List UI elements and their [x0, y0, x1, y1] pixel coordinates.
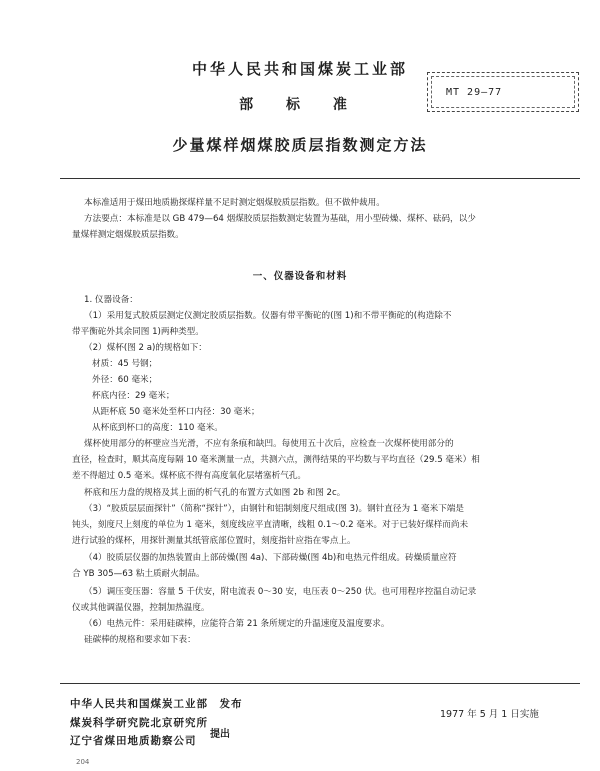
- p1-line-1: （1）采用复式胶质层测定仪测定胶质层指数。仪器有带平衡砣的(图 1)和不带平衡砣的(构造除不: [84, 311, 452, 321]
- drafter-2: 辽宁省煤田地质勘察公司: [70, 735, 197, 747]
- p3-line-3: 进行试验的煤杯，用探针测量其纸管底部位置时，刻度指针应指在零点上。: [72, 536, 356, 546]
- spec-cup-inner: 从距杯底 50 毫米处至杯口内径：30 毫米；: [92, 407, 260, 417]
- effective-date: 1977 年 5 月 1 日实施: [440, 709, 539, 720]
- section-heading: 一、仪器设备和材料: [252, 271, 348, 282]
- proposed-label: 提出: [210, 729, 230, 740]
- use-line-3: 差不得超过 0.5 毫米。煤杯底不得有高度氧化层堵塞析气孔。: [72, 471, 306, 481]
- spec-inner: 杯底内径：29 毫米；: [92, 391, 175, 401]
- document-title: 少量煤样烟煤胶质层指数测定方法: [172, 136, 428, 154]
- method-line-1: 方法要点：本标准是以 GB 479—64 烟煤胶质层指数测定装置为基础，用小型砖燥、煤杯、砝码，以少: [84, 214, 476, 224]
- p5-line-2: 仪或其他调温仪器，控制加热温度。: [72, 603, 210, 613]
- title-divider: [60, 178, 580, 179]
- spec-height: 从杯底到杯口的高度：110 毫米。: [92, 423, 223, 433]
- item-1-label: 1. 仪器设备：: [84, 295, 138, 305]
- standard-code-box: [427, 72, 579, 112]
- scope-paragraph: 本标准适用于煤田地质勘探煤样量不足时测定烟煤胶质层指数。但不做仲裁用。: [84, 198, 385, 208]
- ministry-name: 中华人民共和国煤炭工业部: [191, 60, 408, 78]
- use-line-2: 直径，检查时，顺其高度每隔 10 毫米测量一点，共测六点，测得结果的平均数与平均直径（29.5 毫米）相: [72, 455, 480, 465]
- page-number: 204: [76, 758, 90, 766]
- p7: 硅碳棒的规格和要求如下表：: [84, 635, 196, 645]
- spec-outer: 外径：60 毫米；: [92, 375, 158, 385]
- drafter-1: 煤炭科学研究院北京研究所: [70, 717, 208, 729]
- p3-line-1: （3）“胶质层层面探针”（简称“探针”），由钢针和铝制刻度尺组成(图 3)。钢针直径为 1 毫米下端是: [84, 504, 464, 514]
- standard-code: MT 29—77: [431, 76, 575, 108]
- p3-line-2: 钝头，刻度尺上刻度的单位为 1 毫米，刻度线应平直清晰，线粗 0.1～0.2 毫米。对于已装好煤样而尚未: [72, 520, 469, 530]
- use-line-1: 煤杯使用部分的杯壁应当光滑，不应有条痕和缺凹。每使用五十次后，应检查一次煤杯使用部分的: [84, 439, 454, 449]
- footer-divider: [60, 683, 580, 684]
- p5-line-1: （5）调压变压器：容量 5 千伏安，附电流表 0～30 安，电压表 0～250 伏。也可用程序控温自动记录: [84, 587, 477, 597]
- p4-line-1: （4）胶质层仪器的加热装置由上部砖燥(图 4a)、下部砖燥(图 4b)和电热元件组成。砖燥质量应符: [84, 553, 457, 563]
- p6: （6）电热元件：采用硅碳棒，应能符合第 21 条所规定的升温速度及温度要求。: [84, 619, 390, 629]
- method-line-2: 量煤样测定烟煤胶质层指数。: [72, 230, 184, 240]
- spec-material: 材质：45 号钢；: [92, 359, 158, 369]
- publisher: 中华人民共和国煤炭工业部 发布: [70, 698, 243, 710]
- p1-line-2: 带平衡砣外其余同图 1)两种类型。: [72, 327, 204, 337]
- press-paragraph: 杯底和压力盘的规格及其上面的析气孔的布置方式如图 2b 和图 2c。: [84, 488, 346, 498]
- p4-line-2: 合 YB 305—63 粘土质耐火制品。: [72, 569, 205, 579]
- p2: （2）煤杯(图 2 a)的规格如下：: [84, 343, 207, 353]
- standard-label: 部 标 准: [239, 97, 361, 113]
